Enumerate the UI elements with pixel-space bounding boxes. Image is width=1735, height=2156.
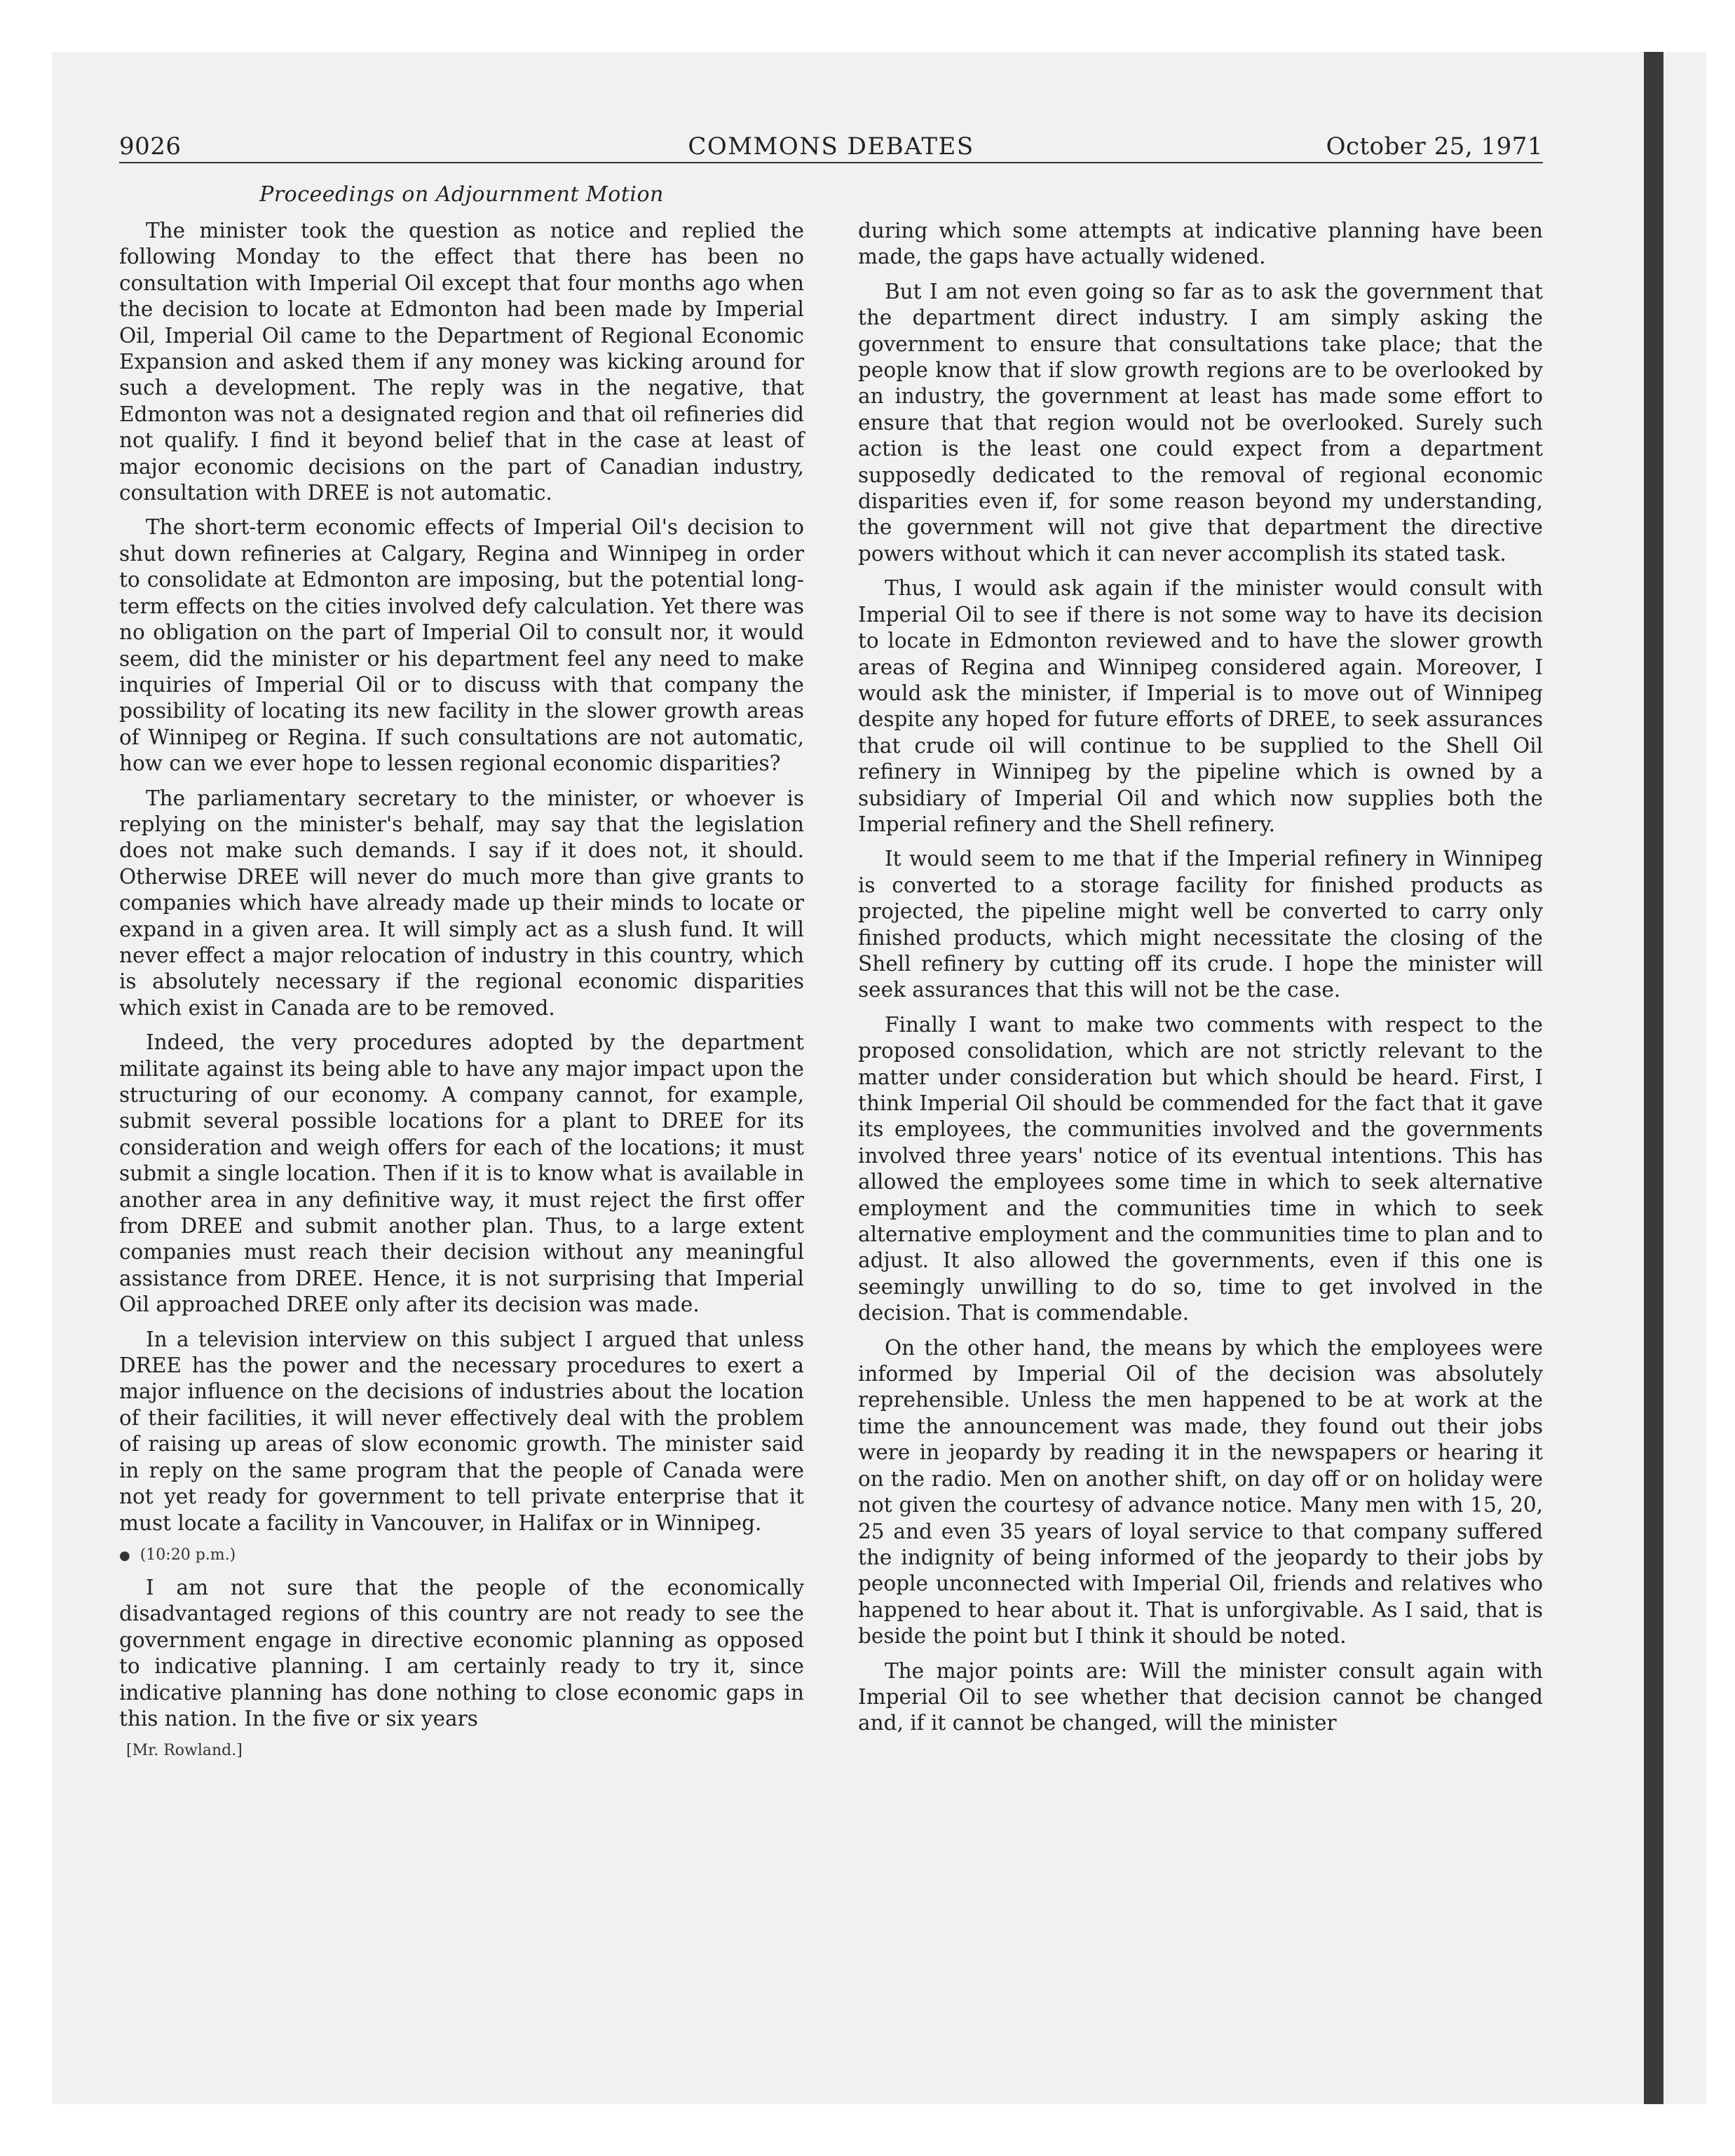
paragraph: Finally I want to make two comments with respect to the proposed consolidation, which are not strictly relevant to the matter under consideration but which should be heard. First, I think Imperial Oil should be commended for the fact that it gave its employees, the communities involved and the governments involved three years' notice of its eventual intentions. This has allowed the employees some time in which to seek alternative employment and the communities time in which to seek alternative employment and the communities time to plan and to adjust. It also allowed the governments, even if this one is seemingly unwilling to do so, time to get involved in the decision. That is commendable. (858, 1012, 1543, 1325)
section-heading: Proceedings on Adjournment Motion (259, 182, 664, 207)
paragraph: Indeed, the very procedures adopted by the department militate against its being able to have any major impact upon the structuring of our economy. A company cannot, for example, submit several possible locations for a plant to DREE for its consideration and weigh offers for each of the locations; it must submit a single location. Then if it is to know what is available in another area in any definitive way, it must reject the first offer from DREE and submit another plan. Thus, to a large extent companies must reach their decision without any meaningful assistance from DREE. Hence, it is not surprising that Imperial Oil approached DREE only after its decision was made. (119, 1030, 804, 1317)
time-marker-text: (10:20 p.m.) (140, 1546, 236, 1564)
scan-edge-shadow (1644, 52, 1663, 2104)
paragraph: It would seem to me that if the Imperial refinery in Winnipeg is converted to a storage facility for finished products as projected, the pipeline might well be converted to carry only finished products, which might necessitate the closing of the Shell refinery by cutting off its crude. I hope the minister will seek assurances that this will not be the case. (858, 847, 1543, 1002)
paragraph: But I am not even going so far as to ask the government that the department direct industry. I am simply asking the government to ensure that consultations take place; that the people know that if slow growth regions are to be overlooked by an industry, the government at least has made some effort to ensure that that region would not be overlooked. Surely such action is the least one could expect from a department supposedly dedicated to the removal of regional economic disparities even if, for some reason beyond my understanding, the government will not give that department the directive powers without which it can never accomplish its stated task. (858, 279, 1543, 566)
paragraph: The short-term economic effects of Imperial Oil's decision to shut down refineries at Calgary, Regina and Winnipeg in order to consolidate at Edmonton are imposing, but the potential long-term effects on the cities involved defy calculation. Yet there was no obligation on the part of Imperial Oil to consult nor, it would seem, did the minister or his department feel any need to make inquiries of Imperial Oil or to discuss with that company the possibility of locating its new facility in the slower growth areas of Winnipeg or Regina. If such consultations are not automatic, how can we ever hope to lessen regional economic disparities? (119, 515, 804, 776)
paragraph: In a television interview on this subject I argued that unless DREE has the power and the necessary procedures to exert a major influence on the decisions of industries about the location of their facilities, it will never effectively deal with the problem of raising up areas of slow economic growth. The minister said in reply on the same program that the people of Canada were not yet ready for government to tell private enterprise that it must locate a facility in Vancouver, in Halifax or in Winnipeg. (119, 1327, 804, 1535)
time-marker (119, 1545, 804, 1567)
paragraph: On the other hand, the means by which the employees were informed by Imperial Oil of the decision was absolutely reprehensible. Unless the men happened to be at work at the time the announcement was made, they found out their jobs were in jeopardy by reading it in the newspapers or hearing it on the radio. Men on another shift, on day off or on holiday were not given the courtesy of advance notice. Many men with 15, 20, 25 and even 35 years of loyal service to that company suffered the indignity of being informed of the jeopardy to their jobs by people unconnected with Imperial Oil, friends and relatives who happened to hear about it. That is unforgivable. As I said, that is beside the point but I think it should be noted. (858, 1335, 1543, 1649)
running-header (119, 128, 1543, 163)
paragraph: Thus, I would ask again if the minister would consult with Imperial Oil to see if there is not some way to have its decision to locate in Edmonton reviewed and to have the slower growth areas of Regina and Winnipeg considered again. Moreover, I would ask the minister, if Imperial is to move out of Winnipeg despite any hoped for future efforts of DREE, to seek assurances that crude oil will continue to be supplied to the Shell Oil refinery in Winnipeg by the pipeline which is owned by a subsidiary of Imperial Oil and which now supplies both the Imperial refinery and the Shell refinery. (858, 576, 1543, 836)
publication-title: COMMONS DEBATES (688, 132, 974, 161)
paragraph-continuation: during which some attempts at indicative planning have been made, the gaps have actually widened. (858, 219, 1543, 269)
paragraph: The major points are: Will the minister consult again with Imperial Oil to see whether that decision cannot be changed and, if it cannot be changed, will the minister (858, 1658, 1543, 1735)
bullet-icon: ● (119, 1548, 130, 1563)
paragraph: The parliamentary secretary to the minister, or whoever is replying on the minister's behalf, may say that the legislation does not make such demands. I say if it does not, it should. Otherwise DREE will never do much more than give grants to companies which have already made up their minds to locate or expand in a given area. It will simply act as a slush fund. It will never effect a major relocation of industry in this country, which is absolutely necessary if the regional economic disparities which exist in Canada are to be removed. (119, 786, 804, 1020)
right-column (858, 218, 1543, 1745)
speaker-attribution: [Mr. Rowland.] (126, 1742, 243, 1760)
page-number: 9026 (119, 132, 182, 161)
left-column (119, 218, 804, 1761)
paragraph: The minister took the question as notice and replied the following Monday to the effect that there has been no consultation with Imperial Oil except that four months ago when the decision to locate at Edmonton had been made by Imperial Oil, Imperial Oil came to the Department of Regional Economic Expansion and asked them if any money was kicking around for such a development. The reply was in the negative, that Edmonton was not a designated region and that oil refineries did not qualify. I find it beyond belief that in the case at least of major economic decisions on the part of Canadian industry, consultation with DREE is not automatic. (119, 219, 804, 505)
paragraph: I am not sure that the people of the economically disadvantaged regions of this country are not ready to see the government engage in directive economic planning as opposed to indicative planning. I am certainly ready to try it, since indicative planning has done nothing to close economic gaps in this nation. In the five or six years (119, 1575, 804, 1731)
publication-date: October 25, 1971 (1326, 132, 1543, 161)
